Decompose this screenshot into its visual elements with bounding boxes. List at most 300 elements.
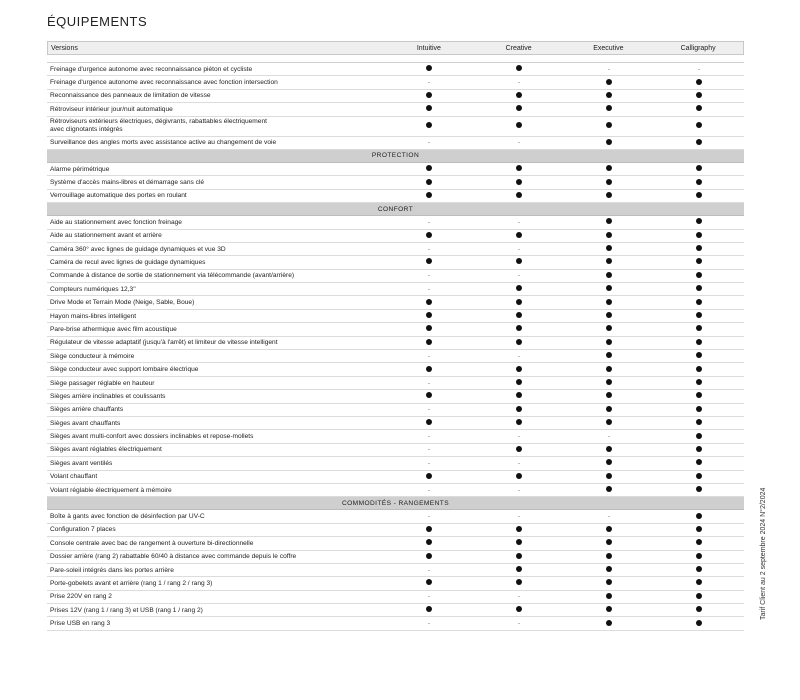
availability-cell: [564, 366, 654, 374]
included-dot-icon: [516, 553, 522, 559]
availability-cell: [474, 353, 564, 360]
availability-cell: [384, 513, 474, 520]
availability-cell: [654, 218, 744, 226]
included-dot-icon: [696, 122, 702, 128]
included-dot-icon: [516, 165, 522, 171]
included-dot-icon: [696, 433, 702, 439]
availability-cell: [384, 165, 474, 173]
availability-cell: [474, 92, 564, 100]
included-dot-icon: [606, 566, 612, 572]
availability-cell: [654, 245, 744, 253]
availability-cell: [654, 419, 744, 427]
not-available-dash: -: [518, 353, 520, 360]
included-dot-icon: [606, 419, 612, 425]
equipment-table: [47, 41, 744, 631]
included-dot-icon: [606, 258, 612, 264]
table-row: [47, 137, 744, 150]
availability-cell: [654, 165, 744, 173]
included-dot-icon: [696, 526, 702, 532]
section-header: PROTECTION: [47, 150, 744, 163]
included-dot-icon: [426, 526, 432, 532]
row-label: Configuration 7 places: [50, 526, 116, 534]
row-label: Compteurs numériques 12,3'': [50, 285, 136, 293]
availability-cell: [654, 366, 744, 374]
availability-cell: [654, 392, 744, 400]
row-label: Aide au stationnement avant et arrière: [50, 232, 162, 240]
table-row: [47, 591, 744, 604]
included-dot-icon: [696, 606, 702, 612]
included-dot-icon: [426, 312, 432, 318]
table-row: [47, 337, 744, 350]
availability-cell: [384, 526, 474, 534]
included-dot-icon: [696, 379, 702, 385]
not-available-dash: -: [428, 621, 430, 628]
availability-cell: [474, 219, 564, 226]
included-dot-icon: [516, 179, 522, 185]
table-row: [47, 551, 744, 564]
included-dot-icon: [516, 325, 522, 331]
availability-cell: [654, 459, 744, 467]
row-label: Aide au stationnement avec fonction freinage: [50, 218, 182, 226]
row-label: Sièges avant multi-confort avec dossiers inclinables et repose-mollets: [50, 433, 254, 441]
included-dot-icon: [696, 473, 702, 479]
availability-cell: [654, 352, 744, 360]
not-available-dash: -: [608, 434, 610, 441]
availability-cell: [384, 460, 474, 467]
not-available-dash: -: [428, 567, 430, 574]
table-row: [47, 524, 744, 537]
table-row: [47, 190, 744, 203]
availability-cell: [564, 66, 654, 73]
included-dot-icon: [606, 446, 612, 452]
row-label: Boîte à gants avec fonction de désinfection par UV-C: [50, 513, 205, 521]
availability-cell: [474, 620, 564, 627]
availability-cell: [474, 593, 564, 600]
availability-cell: [474, 258, 564, 266]
availability-cell: [474, 553, 564, 561]
table-row: [47, 176, 744, 189]
availability-cell: [564, 419, 654, 427]
included-dot-icon: [606, 620, 612, 626]
availability-cell: [654, 486, 744, 494]
included-dot-icon: [696, 312, 702, 318]
row-label: Console centrale avec bac de rangement à ouverture bi-directionnelle: [50, 539, 254, 547]
availability-cell: [384, 122, 474, 130]
not-available-dash: -: [428, 514, 430, 521]
row-label: Sièges arrière chauffants: [50, 406, 124, 414]
included-dot-icon: [606, 79, 612, 85]
not-available-dash: -: [428, 353, 430, 360]
availability-cell: [564, 92, 654, 100]
included-dot-icon: [516, 312, 522, 318]
included-dot-icon: [606, 122, 612, 128]
not-available-dash: -: [518, 621, 520, 628]
availability-cell: [654, 339, 744, 347]
included-dot-icon: [696, 299, 702, 305]
availability-cell: [474, 419, 564, 427]
not-available-dash: -: [428, 219, 430, 226]
included-dot-icon: [606, 593, 612, 599]
availability-cell: [384, 286, 474, 293]
included-dot-icon: [606, 165, 612, 171]
included-dot-icon: [516, 473, 522, 479]
availability-cell: [654, 179, 744, 187]
availability-cell: [654, 473, 744, 481]
availability-cell: [384, 446, 474, 453]
included-dot-icon: [516, 299, 522, 305]
included-dot-icon: [696, 392, 702, 398]
row-label: Pare-soleil intégrés dans les portes arrière: [50, 566, 174, 574]
included-dot-icon: [696, 192, 702, 198]
row-label: Rétroviseurs extérieurs électriques, dégivrants, rabattables électriquement avec clignotants intégrés: [50, 118, 267, 134]
row-label: Caméra 360° avec lignes de guidage dynamiques et vue 3D: [50, 245, 226, 253]
row-label: Sièges avant réglables électriquement: [50, 446, 162, 454]
included-dot-icon: [606, 299, 612, 305]
included-dot-icon: [516, 65, 522, 71]
availability-cell: [564, 433, 654, 440]
availability-cell: [564, 79, 654, 87]
included-dot-icon: [516, 232, 522, 238]
availability-cell: [564, 406, 654, 414]
header-executive: Executive: [593, 44, 624, 52]
availability-cell: [564, 139, 654, 147]
row-label: Surveillance des angles morts avec assistance active au changement de voie: [50, 139, 277, 147]
availability-cell: [384, 192, 474, 200]
included-dot-icon: [696, 285, 702, 291]
availability-cell: [384, 406, 474, 413]
availability-cell: [474, 433, 564, 440]
included-dot-icon: [426, 122, 432, 128]
not-available-dash: -: [518, 434, 520, 441]
availability-cell: [474, 406, 564, 414]
included-dot-icon: [696, 486, 702, 492]
availability-cell: [564, 192, 654, 200]
availability-cell: [474, 79, 564, 86]
not-available-dash: -: [518, 219, 520, 226]
row-label: Prise 220V en rang 2: [50, 593, 112, 601]
availability-cell: [384, 353, 474, 360]
availability-cell: [564, 593, 654, 601]
row-label: Freinage d'urgence autonome avec reconnaissance piéton et cycliste: [50, 65, 253, 73]
availability-cell: [474, 392, 564, 400]
included-dot-icon: [606, 539, 612, 545]
table-row: [47, 471, 744, 484]
included-dot-icon: [606, 459, 612, 465]
availability-cell: [384, 79, 474, 86]
availability-cell: [384, 105, 474, 113]
included-dot-icon: [516, 339, 522, 345]
availability-cell: [564, 352, 654, 360]
availability-cell: [474, 122, 564, 130]
availability-cell: [654, 513, 744, 521]
table-row: [47, 484, 744, 497]
included-dot-icon: [426, 179, 432, 185]
included-dot-icon: [516, 92, 522, 98]
availability-cell: [474, 566, 564, 574]
row-label: Reconnaissance des panneaux de limitation de vitesse: [50, 92, 211, 100]
row-label: Drive Mode et Terrain Mode (Neige, Sable, Boue): [50, 299, 195, 307]
included-dot-icon: [606, 218, 612, 224]
availability-cell: [564, 579, 654, 587]
not-available-dash: -: [518, 273, 520, 280]
table-row: [47, 90, 744, 103]
included-dot-icon: [426, 192, 432, 198]
included-dot-icon: [606, 232, 612, 238]
included-dot-icon: [426, 92, 432, 98]
table-row: [47, 417, 744, 430]
included-dot-icon: [606, 179, 612, 185]
availability-cell: [654, 526, 744, 534]
table-row: [47, 404, 744, 417]
table-row: [47, 390, 744, 403]
row-label: Sièges arrière inclinables et coulissants: [50, 392, 166, 400]
availability-cell: [474, 513, 564, 520]
availability-cell: [474, 579, 564, 587]
section-header: COMMODITÉS - RANGEMENTS: [47, 497, 744, 510]
included-dot-icon: [696, 419, 702, 425]
availability-cell: [384, 620, 474, 627]
availability-cell: [654, 232, 744, 240]
availability-cell: [384, 392, 474, 400]
availability-cell: [474, 246, 564, 253]
availability-cell: [654, 299, 744, 307]
not-available-dash: -: [428, 434, 430, 441]
included-dot-icon: [606, 272, 612, 278]
not-available-dash: -: [608, 66, 610, 73]
included-dot-icon: [606, 366, 612, 372]
availability-cell: [384, 579, 474, 587]
availability-cell: [654, 105, 744, 113]
row-label: Volant réglable électriquement à mémoire: [50, 486, 172, 494]
availability-cell: [384, 487, 474, 494]
not-available-dash: -: [518, 487, 520, 494]
availability-cell: [654, 579, 744, 587]
not-available-dash: -: [608, 514, 610, 521]
availability-cell: [384, 606, 474, 614]
included-dot-icon: [426, 473, 432, 479]
included-dot-icon: [516, 366, 522, 372]
row-label: Siège conducteur avec support lombaire électrique: [50, 366, 199, 374]
included-dot-icon: [696, 553, 702, 559]
included-dot-icon: [426, 105, 432, 111]
header-versions: Versions: [51, 44, 78, 52]
table-row: [47, 230, 744, 243]
availability-cell: [384, 539, 474, 547]
included-dot-icon: [696, 339, 702, 345]
availability-cell: [384, 92, 474, 100]
availability-cell: [384, 593, 474, 600]
included-dot-icon: [606, 352, 612, 358]
not-available-dash: -: [428, 447, 430, 454]
availability-cell: [474, 379, 564, 387]
availability-cell: [564, 299, 654, 307]
included-dot-icon: [696, 92, 702, 98]
included-dot-icon: [696, 539, 702, 545]
availability-cell: [474, 339, 564, 347]
header-intuitive: Intuitive: [416, 44, 441, 52]
availability-cell: [564, 245, 654, 253]
not-available-dash: -: [428, 460, 430, 467]
included-dot-icon: [696, 105, 702, 111]
availability-cell: [384, 232, 474, 240]
table-body: [47, 63, 744, 631]
availability-cell: [384, 433, 474, 440]
included-dot-icon: [606, 553, 612, 559]
side-note: Tarif Client au 2 septembre 2024 N°2/2024: [760, 487, 767, 620]
not-available-dash: -: [428, 286, 430, 293]
included-dot-icon: [606, 325, 612, 331]
availability-cell: [564, 526, 654, 534]
availability-cell: [564, 379, 654, 387]
included-dot-icon: [696, 352, 702, 358]
availability-cell: [474, 139, 564, 146]
included-dot-icon: [426, 606, 432, 612]
table-row: [47, 457, 744, 470]
availability-cell: [564, 513, 654, 520]
included-dot-icon: [696, 366, 702, 372]
included-dot-icon: [606, 392, 612, 398]
availability-cell: [564, 566, 654, 574]
availability-cell: [654, 139, 744, 147]
included-dot-icon: [516, 539, 522, 545]
included-dot-icon: [696, 232, 702, 238]
included-dot-icon: [426, 392, 432, 398]
included-dot-icon: [696, 513, 702, 519]
availability-cell: [564, 122, 654, 130]
availability-cell: [654, 272, 744, 280]
not-available-dash: -: [518, 460, 520, 467]
included-dot-icon: [426, 325, 432, 331]
included-dot-icon: [426, 539, 432, 545]
not-available-dash: -: [518, 594, 520, 601]
row-label: Système d'accès mains-libres et démarrage sans clé: [50, 179, 205, 187]
availability-cell: [564, 312, 654, 320]
table-row: [47, 537, 744, 550]
not-available-dash: -: [428, 140, 430, 147]
availability-cell: [474, 487, 564, 494]
included-dot-icon: [696, 446, 702, 452]
availability-cell: [564, 339, 654, 347]
availability-cell: [384, 139, 474, 146]
row-label: Commande à distance de sortie de stationnement via télécommande (avant/arrière): [50, 272, 295, 280]
table-row: [47, 63, 744, 76]
row-label: Rétroviseur intérieur jour/nuit automatique: [50, 105, 173, 113]
not-available-dash: -: [518, 246, 520, 253]
availability-cell: [384, 299, 474, 307]
included-dot-icon: [516, 446, 522, 452]
row-label: Prise USB en rang 3: [50, 620, 111, 628]
availability-cell: [384, 65, 474, 73]
included-dot-icon: [606, 526, 612, 532]
availability-cell: [654, 566, 744, 574]
row-label: Porte-gobelets avant et arrière (rang 1 / rang 2 / rang 3): [50, 579, 213, 587]
availability-cell: [564, 620, 654, 628]
availability-cell: [474, 526, 564, 534]
availability-cell: [564, 272, 654, 280]
availability-cell: [474, 446, 564, 454]
table-row: [47, 377, 744, 390]
row-label: Prises 12V (rang 1 / rang 3) et USB (rang 1 / rang 2): [50, 606, 203, 614]
availability-cell: [654, 606, 744, 614]
included-dot-icon: [606, 312, 612, 318]
availability-cell: [564, 232, 654, 240]
availability-cell: [654, 312, 744, 320]
not-available-dash: -: [428, 594, 430, 601]
included-dot-icon: [696, 272, 702, 278]
availability-cell: [654, 539, 744, 547]
table-row: [47, 564, 744, 577]
row-label: Siège conducteur à mémoire: [50, 352, 135, 360]
availability-cell: [384, 567, 474, 574]
availability-cell: [384, 246, 474, 253]
availability-cell: [564, 486, 654, 494]
not-available-dash: -: [428, 380, 430, 387]
availability-cell: [384, 325, 474, 333]
page-title: ÉQUIPEMENTS: [47, 14, 148, 29]
availability-cell: [474, 473, 564, 481]
included-dot-icon: [516, 285, 522, 291]
included-dot-icon: [606, 486, 612, 492]
availability-cell: [474, 460, 564, 467]
availability-cell: [474, 179, 564, 187]
availability-cell: [564, 473, 654, 481]
table-row: [47, 617, 744, 630]
availability-cell: [474, 366, 564, 374]
included-dot-icon: [696, 179, 702, 185]
included-dot-icon: [696, 620, 702, 626]
included-dot-icon: [606, 606, 612, 612]
row-label: Sièges avant chauffants: [50, 419, 121, 427]
availability-cell: [474, 606, 564, 614]
table-row: [47, 103, 744, 116]
included-dot-icon: [516, 192, 522, 198]
availability-cell: [474, 539, 564, 547]
included-dot-icon: [516, 579, 522, 585]
row-label: Régulateur de vitesse adaptatif (jusqu'à l'arrêt) et limiteur de vitesse intelligent: [50, 339, 278, 347]
availability-cell: [654, 553, 744, 561]
availability-cell: [474, 232, 564, 240]
availability-cell: [654, 66, 744, 73]
availability-cell: [654, 79, 744, 87]
availability-cell: [384, 339, 474, 347]
included-dot-icon: [696, 579, 702, 585]
availability-cell: [384, 473, 474, 481]
table-row: [47, 296, 744, 309]
availability-cell: [474, 272, 564, 279]
included-dot-icon: [516, 566, 522, 572]
header-gap: [47, 55, 744, 63]
not-available-dash: -: [428, 246, 430, 253]
not-available-dash: -: [428, 80, 430, 87]
row-label: Sièges avant ventilés: [50, 459, 113, 467]
not-available-dash: -: [518, 140, 520, 147]
availability-cell: [654, 446, 744, 454]
availability-cell: [474, 192, 564, 200]
included-dot-icon: [606, 406, 612, 412]
table-row: [47, 350, 744, 363]
availability-cell: [654, 379, 744, 387]
table-row: [47, 117, 744, 137]
not-available-dash: -: [518, 80, 520, 87]
included-dot-icon: [606, 92, 612, 98]
included-dot-icon: [516, 419, 522, 425]
availability-cell: [654, 285, 744, 293]
table-row: [47, 243, 744, 256]
availability-cell: [564, 446, 654, 454]
availability-cell: [384, 553, 474, 561]
availability-cell: [654, 433, 744, 441]
availability-cell: [384, 312, 474, 320]
